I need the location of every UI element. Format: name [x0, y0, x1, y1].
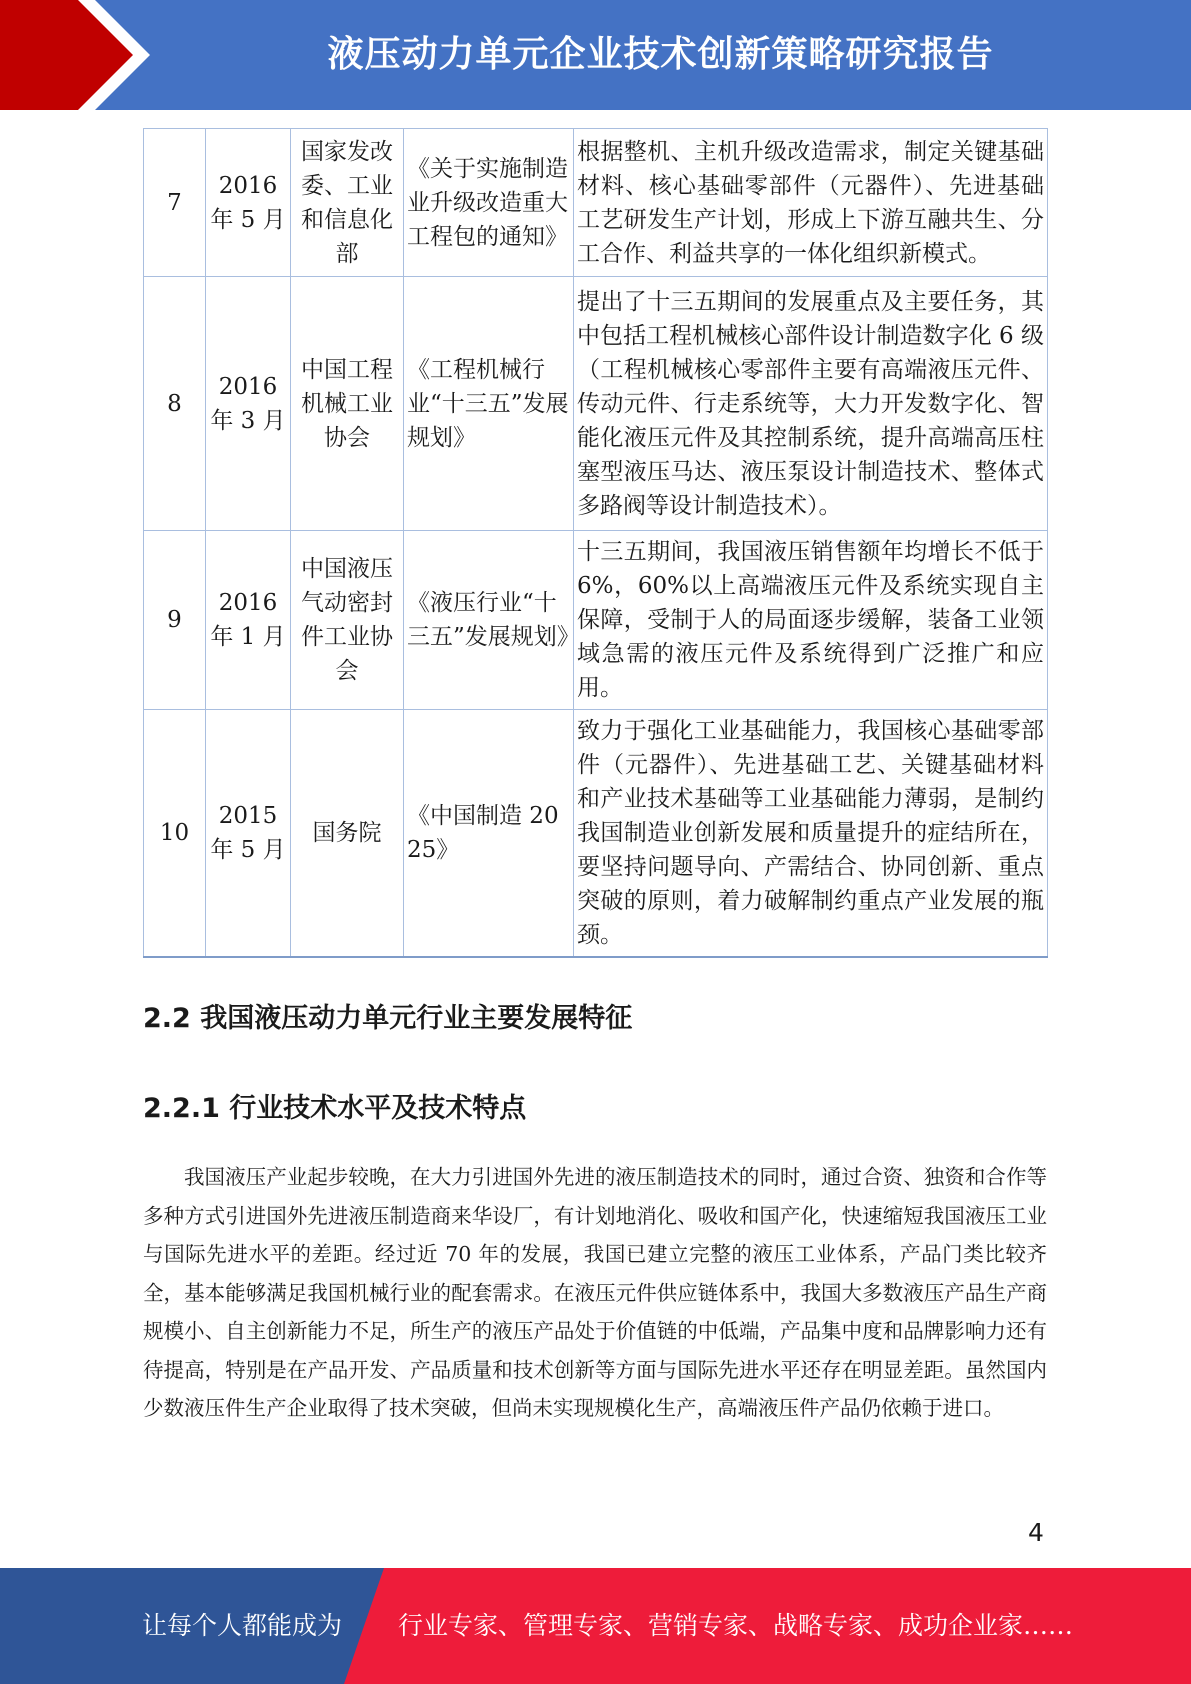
page-number: 4	[1028, 1518, 1044, 1547]
header-arrow-icon	[0, 0, 160, 110]
row-number: 10	[144, 710, 206, 958]
section-heading: 2.2 我国液压动力单元行业主要发展特征	[143, 1003, 633, 1034]
row-description: 根据整机、主机升级改造需求，制定关键基础材料、核心基础零部件（元器件）、先进基础工艺研发生产计划，形成上下游互融共生、分工合作、利益共享的一体化组织新模式。	[574, 129, 1048, 277]
table-row	[144, 710, 1048, 958]
page-header	[0, 0, 1191, 110]
footer-slogan-left: 让每个人都能成为	[142, 1611, 343, 1640]
row-document: 《中国制造 2025》	[404, 710, 574, 958]
row-description: 提出了十三五期间的发展重点及主要任务，其中包括工程机械核心部件设计制造数字化 6 级（工程机械核心零部件主要有高端液压元件、传动元件、行走系统等，大力开发数字化、智能化液压元件及其控制系统，提升高端高压柱塞型液压马达、液压泵设计制造技术、整体式多路阀等设计制造技术）。	[574, 277, 1048, 531]
footer-slogan-right: 行业专家、管理专家、营销专家、战略专家、成功企业家……	[398, 1611, 1074, 1640]
row-date: 2016 年 3 月	[206, 277, 291, 531]
row-document: 《关于实施制造业升级改造重大工程包的通知》	[404, 129, 574, 277]
page-footer	[0, 1568, 1191, 1684]
row-date: 2016 年 1 月	[206, 531, 291, 710]
row-organization: 国务院	[291, 710, 404, 958]
row-document: 《液压行业“十三五”发展规划》	[404, 531, 574, 710]
row-document: 《工程机械行业“十三五”发展规划》	[404, 277, 574, 531]
row-organization: 中国液压气动密封件工业协会	[291, 531, 404, 710]
row-date: 2015 年 5 月	[206, 710, 291, 958]
policy-table	[143, 128, 1048, 958]
row-date: 2016 年 5 月	[206, 129, 291, 277]
row-number: 8	[144, 277, 206, 531]
table-row	[144, 531, 1048, 710]
table-row	[144, 277, 1048, 531]
row-number: 9	[144, 531, 206, 710]
row-number: 7	[144, 129, 206, 277]
body-paragraph: 我国液压产业起步较晚，在大力引进国外先进的液压制造技术的同时，通过合资、独资和合作等多种方式引进国外先进液压制造商来华设厂，有计划地消化、吸收和国产化，快速缩短我国液压工业与国际先进水平的差距。经过近 70 年的发展，我国已建立完整的液压工业体系，产品门类比较齐全，基本能够满足我国机械行业的配套需求。在液压元件供应链体系中，我国大多数液压产品生产商规模小、自主创新能力不足，所生产的液压产品处于价值链的中低端，产品集中度和品牌影响力还有待提高，特别是在产品开发、产品质量和技术创新等方面与国际先进水平还存在明显差距。虽然国内少数液压件生产企业取得了技术突破，但尚未实现规模化生产，高端液压件产品仍依赖于进口。	[143, 1165, 1047, 1420]
table-row	[144, 129, 1048, 277]
row-description: 致力于强化工业基础能力，我国核心基础零部件（元器件）、先进基础工艺、关键基础材料和产业技术基础等工业基础能力薄弱，是制约我国制造业创新发展和质量提升的症结所在，要坚持问题导向、产需结合、协同创新、重点突破的原则，着力破解制约重点产业发展的瓶颈。	[574, 710, 1048, 958]
row-organization: 中国工程机械工业协会	[291, 277, 404, 531]
row-description: 十三五期间，我国液压销售额年均增长不低于 6%，60%以上高端液压元件及系统实现自主保障，受制于人的局面逐步缓解，装备工业领域急需的液压元件及系统得到广泛推广和应用。	[574, 531, 1048, 710]
report-title: 液压动力单元企业技术创新策略研究报告	[327, 34, 994, 75]
subsection-heading: 2.2.1 行业技术水平及技术特点	[143, 1093, 527, 1124]
row-organization: 国家发改委、工业和信息化部	[291, 129, 404, 277]
